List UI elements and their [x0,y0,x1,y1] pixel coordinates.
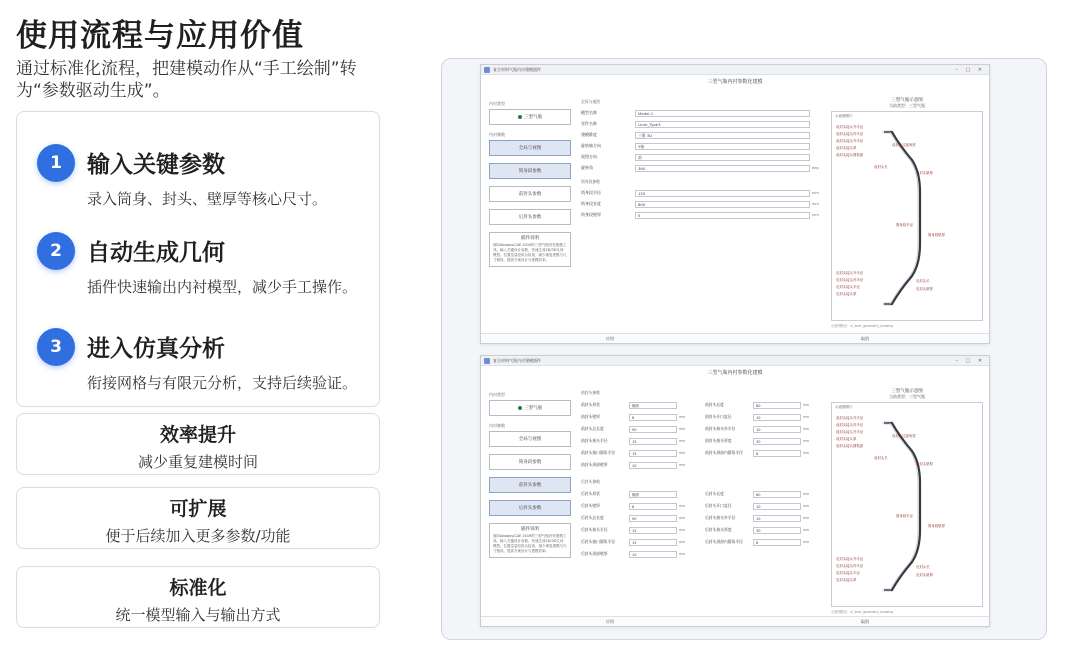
type-option-radio[interactable] [489,109,571,125]
plugin-dialog-heads [480,355,990,627]
note-text: 面向Abaqus/CAE 2019的三型气瓶内衬建模工具。输入关键设计参数，快速生成2D/3D几何模型。位置变量经拟合检查，减少重复建模与尺寸错误，提高方案设计与建模效率。 [493,243,567,262]
field-input[interactable]: 80 [753,402,801,409]
field-input[interactable]: 10 [629,462,677,469]
field-input[interactable]: 8 [753,539,801,546]
field-unit: mm [679,540,686,544]
form-row [581,141,821,151]
field-label: 前封头接头厚度 [705,438,732,443]
dialog-header: 三型气瓶内衬参数化建模 [707,370,763,376]
field-label: 前封头接头半径 [581,438,608,443]
form-row [581,188,821,198]
field-input[interactable]: 30 [753,527,801,534]
group-label: 内衬类型 [489,101,505,106]
diagram-dimension-label: 前封头壁厚 [916,462,933,466]
plugin-note [489,523,571,558]
diagram-dimension-label: 后封头接头厚 [836,578,857,582]
field-label: 视图方向 [581,154,597,159]
diagram-dimension-label: 筒身段壁厚 [928,233,945,237]
nav-body-button[interactable]: 筒身段参数 [489,454,571,470]
diagram-dimension-label: 前封头长 [874,165,888,169]
field-label: 后封头接头半径 [581,527,608,532]
card-title: 标准化 [169,577,227,599]
form-row [705,399,821,411]
nav-rear-head-button[interactable]: 后封头参数 [489,500,571,516]
radio-label: 三型气瓶 [524,115,542,120]
field-unit: mm [803,403,810,407]
nav-rear-head-button[interactable]: 后封头参数 [489,209,571,225]
diagram-title: 三型气瓶示意图 [891,98,923,103]
field-unit: mm [679,451,686,455]
field-input[interactable]: 360 [635,165,810,172]
field-label: 后封头接头厚度 [705,527,732,532]
liner-wall-outline [884,132,920,304]
form-row [581,423,697,435]
form-row [581,210,821,220]
field-unit: deg [812,166,819,170]
field-unit: mm [803,427,810,431]
field-label: 后封头长度 [705,491,724,496]
liner-diagram [831,402,983,607]
workflow-steps-panel [16,111,380,407]
form-row [705,536,821,548]
head-param-form [581,388,821,560]
diagram-dimension-label: 后封头长 [916,279,930,283]
field-input[interactable]: 10 [753,515,801,522]
field-input[interactable]: 15 [629,527,677,534]
field-unit: mm [679,516,686,520]
step-number-badge: 1 [37,144,75,182]
field-unit: mm [803,540,810,544]
diagram-dimension-label: 后封头长 [916,565,930,569]
diagram-subtitle: 当前类型：三型气瓶 [889,103,925,108]
field-input[interactable]: 8 [629,414,677,421]
diagram-dimension-label: 前封头过渡角度 [892,434,916,438]
diagram-dimension-label: 后封头接头厚 [836,292,857,296]
apply-button[interactable]: 应用 [606,619,614,624]
card-description: 统一模型输入与输出方式 [115,606,281,624]
dialog-footer [481,616,989,626]
field-input[interactable]: 8 [753,450,801,457]
liner-wall-inner [882,132,918,304]
value-card-efficiency [16,413,380,475]
field-input[interactable]: 80 [753,491,801,498]
form-row [705,435,821,447]
diagram-dimension-label: 前封头接头外平径 [836,430,864,434]
card-description: 便于后续加入更多参数/功能 [105,527,291,545]
diagram-path: 示意图路径：ui_liner_geometry_drawing [831,324,894,328]
field-unit: mm [803,504,810,508]
field-label: 旋转角 [581,165,593,170]
form-row [581,500,697,512]
field-input[interactable]: 90 [629,426,677,433]
field-input[interactable]: 10 [753,414,801,421]
diagram-path: 示意图路径：ui_liner_geometry_drawing [831,610,894,614]
section-label: 后封头参数 [581,479,600,484]
section-label: 筒身段参数 [581,179,600,184]
cancel-button[interactable]: 取消 [861,619,869,624]
field-label: 后封头颈部内圆角半径 [705,539,743,544]
liner-wall-inner [882,423,918,590]
card-description: 减少重复建模时间 [137,453,258,471]
field-label: 后封头壁厚 [581,503,600,508]
diagram-dimension-label: 前封头长 [874,456,888,460]
app-icon [484,358,490,364]
radio-label: 三型气瓶 [524,406,542,411]
note-title: 插件说明 [521,236,539,241]
plugin-note [489,232,571,267]
field-label: 前封头颈部内圆角半径 [705,450,743,455]
diagram-dimension-label: 前封头接头厚 [836,437,857,441]
field-label: 前封头接口圆角半径 [581,450,616,455]
card-title: 效率提升 [159,424,236,446]
field-unit: mm [679,528,686,532]
step-number-badge: 2 [37,232,75,270]
form-row [705,488,821,500]
diagram-dimension-label: 后封头接头外半径 [836,271,864,275]
form-row [581,488,697,500]
field-unit: mm [803,415,810,419]
field-label: 后封头接口圆角半径 [581,539,616,544]
field-label: 筒身段壁厚 [581,212,601,217]
field-label: 筒身段半径 [581,190,601,195]
form-row [581,548,697,560]
field-unit: mm [803,439,810,443]
dialog-footer [481,333,989,343]
page-subtitle: 通过标准化流程，把建模动作从“手工绘制”转为“参数驱动生成”。 [16,59,357,101]
diagram-dimension-label: 筒身段半径 [896,223,913,227]
plugin-dialog-global [480,64,990,344]
field-input[interactable]: 三维 3D [635,132,810,139]
section-label: 前封头参数 [581,390,600,395]
field-unit: mm [679,415,686,419]
field-unit: mm [812,213,819,217]
field-input[interactable]: Y轴 [635,143,810,150]
cancel-button[interactable]: 取消 [861,336,869,341]
step-description: 衔接网格与有限元分析，支持后续验证。 [87,374,358,392]
field-input[interactable]: 前 [635,154,810,161]
field-unit: mm [679,427,686,431]
page-title: 使用流程与应用价值 [16,18,304,54]
field-label: 前封头壁厚 [581,414,600,419]
form-row [581,152,821,162]
field-unit: mm [803,528,810,532]
field-input[interactable]: 150 [635,190,810,197]
form-row [581,163,821,173]
step-number-badge: 3 [37,328,75,366]
field-unit: mm [803,516,810,520]
window-titlebar [481,65,989,75]
field-input[interactable]: 8 [629,503,677,510]
field-unit: mm [679,552,686,556]
step-description: 录入筒身、封头、壁厚等核心尺寸。 [87,190,328,208]
field-label: 零件名称 [581,121,597,126]
form-row [581,512,697,524]
field-input[interactable]: 15 [629,450,677,457]
diagram-dimension-label: 后封头接头内半径 [836,564,864,568]
field-label: 前封头长度 [705,402,724,407]
form-row [705,500,821,512]
field-unit: mm [803,451,810,455]
field-input[interactable]: 15 [629,539,677,546]
field-unit: mm [679,463,686,467]
field-input[interactable]: 800 [635,201,810,208]
diagram-dimension-label: 后封头壁厚 [916,573,933,577]
window-title: 复合材料气瓶内衬建模插件 [493,358,541,363]
form-row [705,411,821,423]
step-title: 进入仿真分析 [87,336,225,362]
diagram-dimension-label: 后封头接头内半径 [836,278,864,282]
dialog-header: 三型气瓶内衬参数化建模 [707,79,763,85]
apply-button[interactable]: 应用 [606,336,614,341]
window-titlebar [481,356,989,366]
form-row [705,423,821,435]
field-label: 后封头总长度 [581,515,604,520]
left-nav [489,101,571,267]
group-label: 内衬参数 [489,423,505,428]
group-label: 内衬类型 [489,392,505,397]
nav-body-button[interactable]: 筒身段参数 [489,163,571,179]
window-controls-icon[interactable]: – ▢ ✕ [955,358,985,364]
liner-diagram [831,111,983,321]
nav-front-head-button[interactable]: 前封头参数 [489,477,571,493]
radio-selected-icon [518,115,522,119]
field-unit: mm [679,504,686,508]
form-row [581,459,697,471]
step-title: 自动生成几何 [87,240,225,266]
diagram-dimension-label: 后封头接头外半径 [836,557,864,561]
form-row [581,130,821,140]
field-label: 后封头形状 [581,491,600,496]
form-row [581,199,821,209]
form-row [581,411,697,423]
form-row [705,447,821,459]
diagram-dimension-label: 前封头过渡角度 [892,143,916,147]
field-label: 后封头开口直径 [705,503,732,508]
form-row [581,108,821,118]
card-title: 可扩展 [169,498,227,520]
field-label: 前封头开口直径 [705,414,732,419]
form-row [705,512,821,524]
nav-front-head-button[interactable]: 前封头参数 [489,186,571,202]
window-controls-icon[interactable]: – ▢ ✕ [955,67,985,73]
diagram-panel [831,388,983,614]
type-option-radio[interactable] [489,400,571,416]
nav-global-button[interactable]: 全局与视图 [489,431,571,447]
field-input[interactable]: 15 [629,438,677,445]
field-label: 前封头总长度 [581,426,604,431]
diagram-subtitle: 当前类型：三型气瓶 [889,394,925,399]
diagram-dimension-label: 前封头接头外半径 [836,416,864,420]
diagram-dimension-label: 前封头接头圆弧面 [836,153,864,157]
field-input[interactable]: 10 [629,551,677,558]
diagram-dimension-label: 后封头接头半径 [836,285,860,289]
diagram-dimension-label: 前封头壁厚 [916,171,933,175]
field-label: 模型名称 [581,110,597,115]
field-input[interactable]: 30 [753,438,801,445]
nav-global-button[interactable]: 全局与视图 [489,140,571,156]
form-row [581,119,821,129]
group-label: 内衬参数 [489,132,505,137]
param-form [581,97,821,221]
value-card-standardization [16,566,380,628]
form-row [705,524,821,536]
field-label: 建模维度 [581,132,597,137]
form-row [581,447,697,459]
form-row [581,399,697,411]
field-input[interactable]: Liner_Type3 [635,121,810,128]
field-input[interactable]: Model-1 [635,110,810,117]
diagram-panel [831,97,983,328]
diagram-dimension-label: 前封头接头厚 [836,146,857,150]
diagram-title: 三型气瓶示意图 [891,389,923,394]
field-input[interactable]: 10 [753,503,801,510]
field-input[interactable]: 90 [629,515,677,522]
field-unit: mm [679,439,686,443]
form-row [581,524,697,536]
diagram-dimension-label: 筒身段壁厚 [928,524,945,528]
field-label: 筒身段长度 [581,201,601,206]
radio-selected-icon [518,406,522,410]
field-input[interactable]: 10 [753,426,801,433]
section-label: 全局与视图 [581,99,600,104]
field-label: 前封头接头外半径 [705,426,736,431]
note-title: 插件说明 [521,527,539,532]
left-nav [489,392,571,558]
field-label: 前封头形状 [581,402,600,407]
diagram-dimension-label: 后封头接头半径 [836,571,860,575]
field-label: 后封头接头外半径 [705,515,736,520]
field-label: 旋转轴方向 [581,143,601,148]
step-description: 插件快速输出内衬模型，减少手工操作。 [87,278,358,296]
field-unit: mm [812,191,819,195]
field-label: 前封头颈部壁厚 [581,462,608,467]
field-unit: mm [803,492,810,496]
note-text: 面向Abaqus/CAE 2019的三型气瓶内衬建模工具。输入关键设计参数，快速生成2D/3D几何模型。位置变量经拟合检查，减少重复建模与尺寸错误，提高方案设计与建模效率。 [493,534,567,553]
diagram-dimension-label: 前封头接头外平径 [836,139,864,143]
form-row [581,435,697,447]
liner-wall-outline [884,423,920,590]
form-row [581,536,697,548]
window-title: 复合材料气瓶内衬建模插件 [493,67,541,72]
app-icon [484,67,490,73]
field-label: 后封头颈部壁厚 [581,551,608,556]
diagram-caption: 示意图图片 [835,405,853,409]
diagram-caption: 示意图图片 [835,114,853,118]
diagram-dimension-label: 前封头接头内半径 [836,423,864,427]
diagram-dimension-label: 后封头壁厚 [916,287,933,291]
value-card-extensible [16,487,380,549]
diagram-dimension-label: 前封头接头内半径 [836,132,864,136]
step-title: 输入关键参数 [87,152,225,178]
diagram-dimension-label: 前封头接头外半径 [836,125,864,129]
field-input[interactable]: 椭圆 [629,491,677,498]
field-input[interactable]: 椭圆 [629,402,677,409]
field-input[interactable]: 5 [635,212,810,219]
diagram-dimension-label: 筒身段半径 [896,514,913,518]
field-unit: mm [812,202,819,206]
diagram-dimension-label: 前封头接头圆弧面 [836,444,864,448]
